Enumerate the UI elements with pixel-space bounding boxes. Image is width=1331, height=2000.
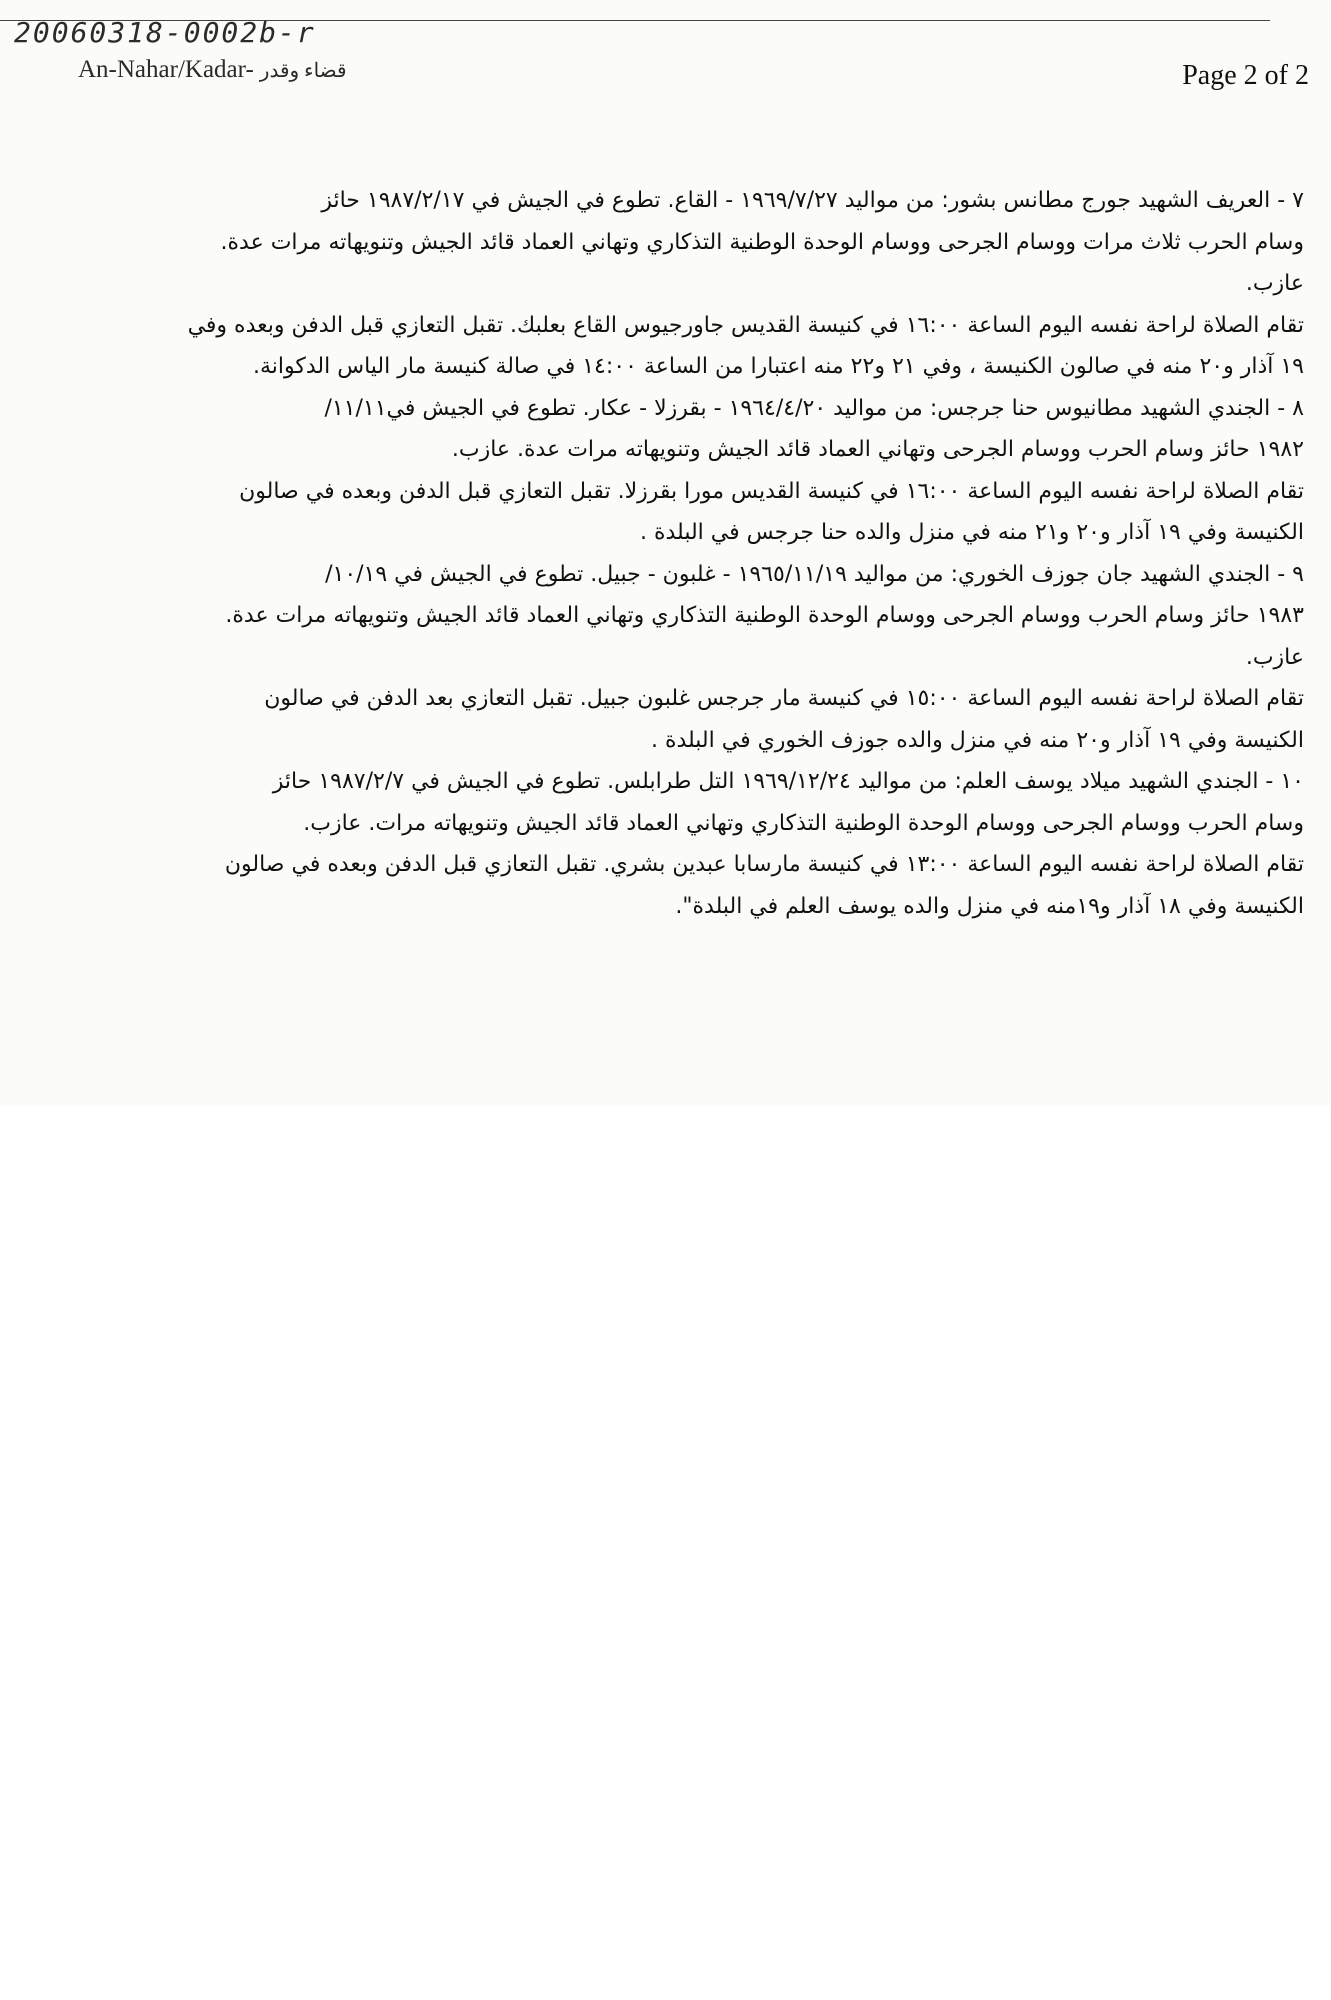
text-line: وسام الحرب ثلاث مرات ووسام الجرحى ووسام الوحدة الوطنية التذكاري وتهاني العماد قائد الجيش وتنويهاته مرات عدة. [220, 229, 1304, 255]
text-line: ٩ - الجندي الشهيد جان جوزف الخوري: من مواليد ١٩٦٥/١١/١٩ - غلبون - جبيل. تطوع في الجيش في ١٠/١٩/ [325, 561, 1304, 587]
text-line: تقام الصلاة لراحة نفسه اليوم الساعة ١٦:٠٠ في كنيسة القديس جاورجيوس القاع بعلبك. تقبل التعازي قبل الدفن وبعده وفي [187, 312, 1304, 338]
obituary-body-text [120, 180, 1304, 927]
handwritten-document-code: 20060318-0002b-r [14, 16, 316, 49]
text-line: ١٩٨٢ حائز وسام الحرب ووسام الجرحى وتهاني العماد قائد الجيش وتنويهاته مرات عدة. عازب. [451, 437, 1304, 462]
text-line: عازب. [1245, 644, 1304, 670]
text-line: الكنيسة وفي ١٩ آذار و٢٠ و٢١ منه في منزل والده حنا جرجس في البلدة . [639, 520, 1304, 545]
text-line: عازب. [1245, 271, 1304, 296]
text-line: تقام الصلاة لراحة نفسه اليوم الساعة ١٥:٠٠ في كنيسة مار جرجس غلبون جبيل. تقبل التعازي بعد الدفن في صالون [264, 686, 1304, 711]
source-arabic: قضاء وقدر [259, 60, 347, 82]
text-line: ١٠ - الجندي الشهيد ميلاد يوسف العلم: من مواليد ١٩٦٩/١٢/٢٤ التل طرابلس. تطوع في الجيش في ١٩٨٧/٢/٧ حائز [272, 769, 1304, 794]
text-line: وسام الحرب ووسام الجرحى ووسام الوحدة الوطنية التذكاري وتهاني العماد قائد الجيش وتنويهاته مرات. عازب. [303, 810, 1304, 836]
source-line [78, 56, 347, 84]
text-line: ١٩٨٣ حائز وسام الحرب ووسام الجرحى ووسام الوحدة الوطنية التذكاري وتهاني العماد قائد الجيش وتنويهاته مرات عدة. [225, 603, 1304, 628]
text-line: ١٩ آذار و٢٠ منه في صالون الكنيسة ، وفي ٢١ و٢٢ منه اعتبارا من الساعة ١٤:٠٠ في صالة كنيسة مار الياس الدكوانة. [253, 354, 1304, 379]
source-latin: An-Nahar/Kadar- [78, 56, 254, 83]
text-line: ٨ - الجندي الشهيد مطانيوس حنا جرجس: من مواليد ١٩٦٤/٤/٢٠ - بقرزلا - عكار. تطوع في الجيش في١١/١١/ [324, 395, 1304, 421]
text-line: تقام الصلاة لراحة نفسه اليوم الساعة ١٣:٠٠ في كنيسة مارسابا عبدين بشري. تقبل التعازي قبل الدفن وبعده في صالون [224, 852, 1304, 877]
text-line: الكنيسة وفي ١٨ آذار و١٩منه في منزل والده يوسف العلم في البلدة". [675, 893, 1304, 919]
page-number: Page 2 of 2 [1182, 60, 1309, 91]
text-line: الكنيسة وفي ١٩ آذار و٢٠ منه في منزل والده جوزف الخوري في البلدة . [650, 727, 1304, 753]
text-line: تقام الصلاة لراحة نفسه اليوم الساعة ١٦:٠٠ في كنيسة القديس مورا بقرزلا. تقبل التعازي قبل الدفن وبعده في صالون [239, 478, 1304, 504]
text-line: ٧ - العريف الشهيد جورج مطانس بشور: من مواليد ١٩٦٩/٧/٢٧ - القاع. تطوع في الجيش في ١٩٨٧/٢/١٧ حائز [321, 188, 1304, 213]
